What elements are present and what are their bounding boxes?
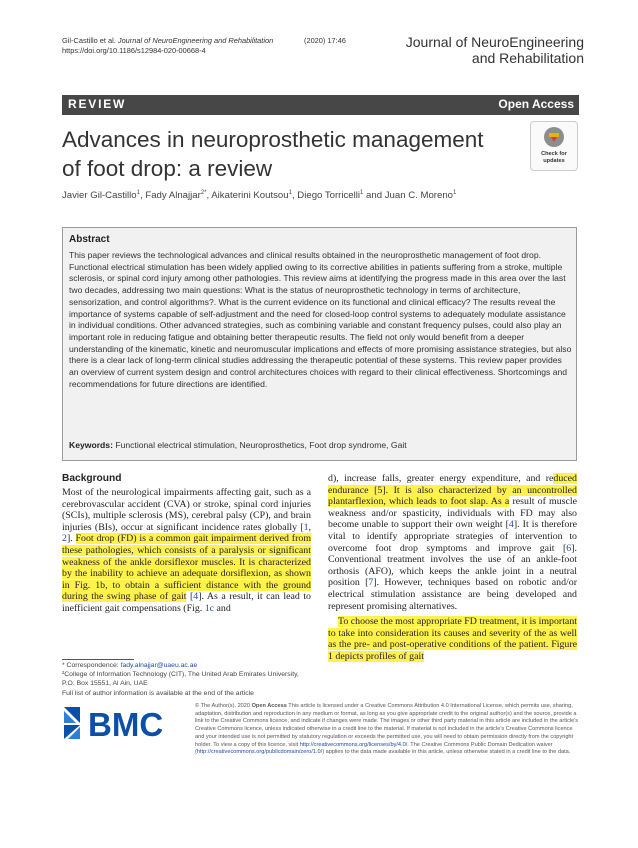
- highlighted-text: To choose the most appropriate FD treatment, it is important to take into consideration its causes and severity of the as well as the pre- and post-operative conditions of the patient. Figure 1 depicts profiles of gait: [328, 616, 577, 662]
- paragraph-text: result of muscle weakness and/or spasticity, individuals with FD may also become unable to support their own weight [: [328, 496, 578, 531]
- paragraph-text: Most of the neurological impairments affecting gait, such as a cerebrovascular accident (CVA) or stroke, spinal cord injuries (SCIs), multiple sclerosis (MS), cerebral palsy (CP), and brain injuries (BIs), occur at significant incidence rates globally [: [62, 487, 311, 533]
- license-statement: [195, 703, 580, 757]
- license-text: © The Author(s). 2020: [195, 703, 252, 709]
- paragraph-text: ]. It is therefore vital to identify appropriate strategies of intervention to overcome foot drop symptoms and improve gait [: [328, 519, 577, 554]
- check-for-updates-badge[interactable]: [530, 121, 578, 171]
- footnote-divider: [62, 659, 134, 660]
- article-title-line1: Advances in neuroprosthetic management: [62, 127, 484, 152]
- badge-line2: updates: [543, 157, 565, 164]
- citation-link[interactable]: 4: [193, 591, 199, 603]
- citation-authors: Gil-Castillo et al.: [62, 36, 116, 45]
- abstract-heading: Abstract: [69, 234, 110, 245]
- article-type-label: REVIEW: [68, 97, 127, 111]
- highlighted-text: Foot drop (FD) is a common gait impairment derived from these pathologies, which consists of a paralysis or significant weakness of the ankle dorsiflexor muscles. It is characterized by the inability to achieve an adequate dorsiflexion, as shown in Fig. 1b, to obtain a sufficient distance with the ground during the swing phase of gait: [62, 533, 312, 603]
- article-title-line2: of foot drop: a review: [62, 155, 273, 181]
- citation-separator: ,: [308, 521, 311, 533]
- author-list: [62, 190, 582, 201]
- license-link[interactable]: http://creativecommons.org/licenses/by/4.0/: [299, 741, 408, 748]
- author-name[interactable]: Javier Gil-Castillo: [62, 190, 137, 202]
- citation-link[interactable]: 4: [508, 519, 514, 531]
- citation-link[interactable]: 1: [303, 521, 309, 533]
- author-separator: ,: [206, 190, 212, 202]
- article-title: [62, 126, 522, 183]
- doi-link[interactable]: https://doi.org/10.1186/s12984-020-00668-4: [62, 46, 206, 55]
- paragraph-text: and: [214, 602, 231, 614]
- paragraph-text: ].: [66, 533, 76, 545]
- abstract-text: This paper reviews the technological advances and clinical results obtained in the neuroprosthetic management of foot drop. Functional electrical stimulation has been widely applied owing to its corrective abilities in patients suffering from a stroke, multiple sclerosis, or spinal cord injury among other pathologies. This review aims at identifying the progress made in this area over the last two decades, addressing two main questions: What is the status of neuroprosthetic technology in terms of architecture, sensorization, and control algorithms?. What is the current evidence on its functional and clinical efficacy? The results reveal the importance of systems capable of self-adjustment and the need for closed-loop control systems to adequately modulate assistance in individual conditions. Other advanced strategies, such as combining variable and constant frequency pulses, could also play an important role in reducing fatigue and obtaining better therapeutic results. The field not only would benefit from a deeper understanding of the kinematic, kinetic and neuromuscular implications and effects of more promising assistance strategies, but also there is a clear lack of long-term clinical studies addressing the therapeutic potential of these systems. This review paper provides an overview of current system design and control architectures choices with regard to their clinical effectiveness. Shortcomings and recommendations for future directions are identified.: [69, 250, 572, 389]
- open-access-label: Open Access: [498, 97, 574, 111]
- body-column-right: [328, 473, 577, 663]
- affiliation-note: ²College of Information Technology (CIT), The United Arab Emirates University, P.O. Box 15551, Al Ain, UAE: [62, 671, 299, 688]
- license-link[interactable]: http://creativecommons.org/publicdomain/zero/1.0/: [196, 749, 323, 756]
- author-affiliation-mark: 1: [136, 190, 140, 196]
- citation-journal: Journal of NeuroEngineering and Rehabilitation: [117, 36, 274, 45]
- author-affiliation-mark: 2*: [200, 190, 207, 196]
- journal-name: [404, 35, 584, 66]
- paragraph-text: [: [186, 591, 194, 603]
- background-paragraph-1-cont: [328, 473, 577, 612]
- journal-name-line2: and Rehabilitation: [471, 49, 584, 66]
- author-affiliation-mark: 1: [453, 190, 457, 196]
- correspondence-email[interactable]: fady.alnajjar@uaeu.ac.ae: [120, 662, 198, 669]
- footnotes: [62, 661, 312, 698]
- citation-year: (2020) 17:46: [304, 36, 346, 45]
- author-affiliation-mark: 1: [360, 190, 364, 196]
- paragraph-text: d), increase falls, greater energy expenditure, and re: [328, 473, 554, 484]
- citation-link[interactable]: 2: [62, 533, 67, 545]
- bmc-logo: [62, 705, 192, 741]
- figure-link[interactable]: 1c: [204, 602, 215, 614]
- author-name[interactable]: Fady Alnajjar: [145, 190, 201, 202]
- keywords: [69, 440, 572, 450]
- badge-line1: Check for: [541, 151, 567, 157]
- correspondence-label: * Correspondence:: [62, 662, 121, 669]
- background-paragraph-1: [62, 487, 311, 615]
- author-separator: ,: [291, 190, 298, 202]
- highlighted-text: duced endurance [5]. It is also characterized by an uncontrolled plantarflexion, which leads to foot slap. As a: [328, 473, 577, 508]
- background-paragraph-2: [328, 616, 577, 662]
- author-name[interactable]: Diego Torricelli: [297, 190, 361, 202]
- keywords-text: Functional electrical stimulation, Neuroprosthetics, Foot drop syndrome, Gait: [115, 440, 407, 450]
- check-for-updates-icon: [543, 126, 565, 148]
- author-info-note: Full list of author information is available at the end of the article: [62, 689, 254, 697]
- citation-link[interactable]: 6: [566, 542, 572, 554]
- journal-name-line1: Journal of NeuroEngineering: [405, 34, 584, 50]
- bmc-logo-text: BMC: [88, 706, 164, 741]
- license-text: ) applies to the data made available in this article, unless otherwise stated in a credit line to the data.: [322, 749, 571, 756]
- background-heading: Background: [62, 473, 122, 484]
- license-text: . The Creative Commons Public Domain Dedication waiver (: [195, 741, 553, 756]
- license-text: This article is licensed under a Creative Commons Attribution 4.0 International License, which permits use, sharing, adaptation, distribution and reproduction in any medium or format, as long as you give appropriate credit to the original author(s) and the source, provide a link to the Creative Commons licence, and indicate if changes were made. The images or other third party material in this article are included in the article's Creative Commons licence, unless indicated otherwise in a credit line to the material. If material is not included in the article's Creative Commons licence and your intended use is not permitted by statutory regulation or exceeds the permitted use, you will need to obtain permission directly from the copyright holder. To view a copy of this licence, visit: [195, 703, 579, 748]
- paragraph-text: ]. Conventional treatment involves the use of an ankle-foot orthosis (AFO), which keeps the ankle joint in a neutral position [: [328, 542, 577, 589]
- check-for-updates-text: [531, 151, 577, 164]
- body-column-left: [62, 487, 311, 615]
- license-open-access: Open Access: [251, 703, 287, 709]
- citation-link[interactable]: 7: [368, 577, 374, 589]
- citation-header: [62, 36, 422, 56]
- author-separator: ,: [139, 190, 146, 202]
- author-and: and: [363, 190, 385, 202]
- author-name[interactable]: Juan C. Moreno: [384, 190, 453, 202]
- keywords-label: Keywords:: [69, 440, 113, 450]
- author-name[interactable]: Aikaterini Koutsou: [211, 190, 289, 202]
- author-affiliation-mark: 1: [288, 190, 292, 196]
- paragraph-text: ]. However, techniques based on robotic and/or electrical stimulation assistance are being developed and represent promising alternatives.: [328, 577, 577, 612]
- paragraph-text: ]. As a result, it can lead to inefficient gait compensations (Fig.: [62, 591, 311, 614]
